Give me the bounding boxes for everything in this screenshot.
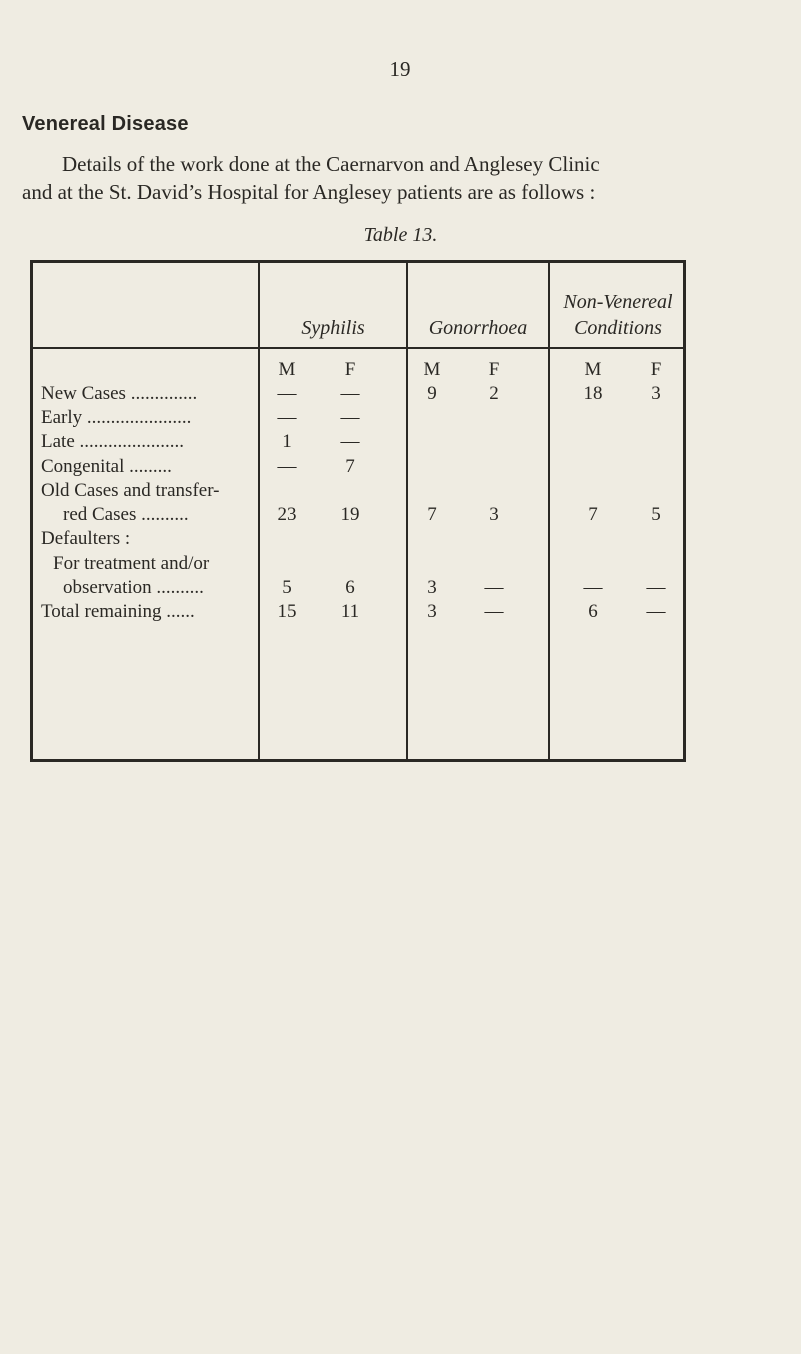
table-cell: — xyxy=(277,407,297,428)
table-cell: 19 xyxy=(340,504,360,525)
header-gonorrhoea: Gonorrhoea xyxy=(428,317,528,339)
table-cell: 7 xyxy=(588,504,598,525)
row-label-for-treatment: For treatment and/or xyxy=(53,553,210,574)
table-cell: — xyxy=(277,383,297,404)
table-cell: 1 xyxy=(282,431,292,452)
table-cell: — xyxy=(646,601,666,622)
row-label-old-cases: Old Cases and transfer- xyxy=(41,480,220,501)
header-non-venereal xyxy=(550,289,686,341)
intro-paragraph xyxy=(22,150,792,206)
sex-header-m: M xyxy=(423,359,441,380)
header-non-venereal-line-2: Conditions xyxy=(574,317,662,339)
table-cell: 3 xyxy=(489,504,499,525)
header-divider xyxy=(33,347,683,349)
header-syphilis: Syphilis xyxy=(301,317,365,339)
table-cell: 2 xyxy=(489,383,499,404)
table-cell: — xyxy=(340,383,360,404)
table-cell: — xyxy=(340,431,360,452)
table-cell: 3 xyxy=(651,383,661,404)
table-cell: 11 xyxy=(340,601,360,622)
table-cell: 18 xyxy=(583,383,603,404)
row-label-congenital: Congenital ......... xyxy=(41,456,172,477)
table-cell: 5 xyxy=(651,504,661,525)
table-title: Table 13. xyxy=(363,224,438,246)
sex-header-m: M xyxy=(584,359,602,380)
row-label-late: Late ...................... xyxy=(41,431,185,452)
table-cell: 15 xyxy=(277,601,297,622)
table-cell: 3 xyxy=(427,577,437,598)
table-cell: 6 xyxy=(588,601,598,622)
page-number: 19 xyxy=(389,57,411,81)
table-cell: — xyxy=(484,601,504,622)
sex-header-f: F xyxy=(650,359,662,380)
table-cell: 9 xyxy=(427,383,437,404)
table-cell: 3 xyxy=(427,601,437,622)
table-cell: — xyxy=(277,456,297,477)
venereal-disease-table xyxy=(30,260,686,762)
intro-line-2: and at the St. David’s Hospital for Anglesey patients are as follows : xyxy=(22,180,596,204)
table-cell: 6 xyxy=(345,577,355,598)
table-cell: — xyxy=(583,577,603,598)
row-label-early: Early ...................... xyxy=(41,407,192,428)
table-cell: 7 xyxy=(427,504,437,525)
table-cell: 5 xyxy=(282,577,292,598)
table-cell: — xyxy=(646,577,666,598)
table-cell: 7 xyxy=(345,456,355,477)
intro-line-1: Details of the work done at the Caernarvon and Anglesey Clinic xyxy=(62,152,600,176)
row-label-old-cases-cont: red Cases .......... xyxy=(63,504,189,525)
row-label-observation: observation .......... xyxy=(63,577,204,598)
header-non-venereal-line-1: Non-Venereal xyxy=(563,291,673,313)
sex-header-f: F xyxy=(344,359,356,380)
row-label-new-cases: New Cases .............. xyxy=(41,383,198,404)
table-cell: 23 xyxy=(277,504,297,525)
section-heading: Venereal Disease xyxy=(22,113,189,135)
sex-header-f: F xyxy=(488,359,500,380)
table-cell: — xyxy=(340,407,360,428)
row-label-defaulters: Defaulters : xyxy=(41,528,131,549)
table-cell: — xyxy=(484,577,504,598)
row-label-total: Total remaining ...... xyxy=(41,601,195,622)
sex-header-m: M xyxy=(278,359,296,380)
